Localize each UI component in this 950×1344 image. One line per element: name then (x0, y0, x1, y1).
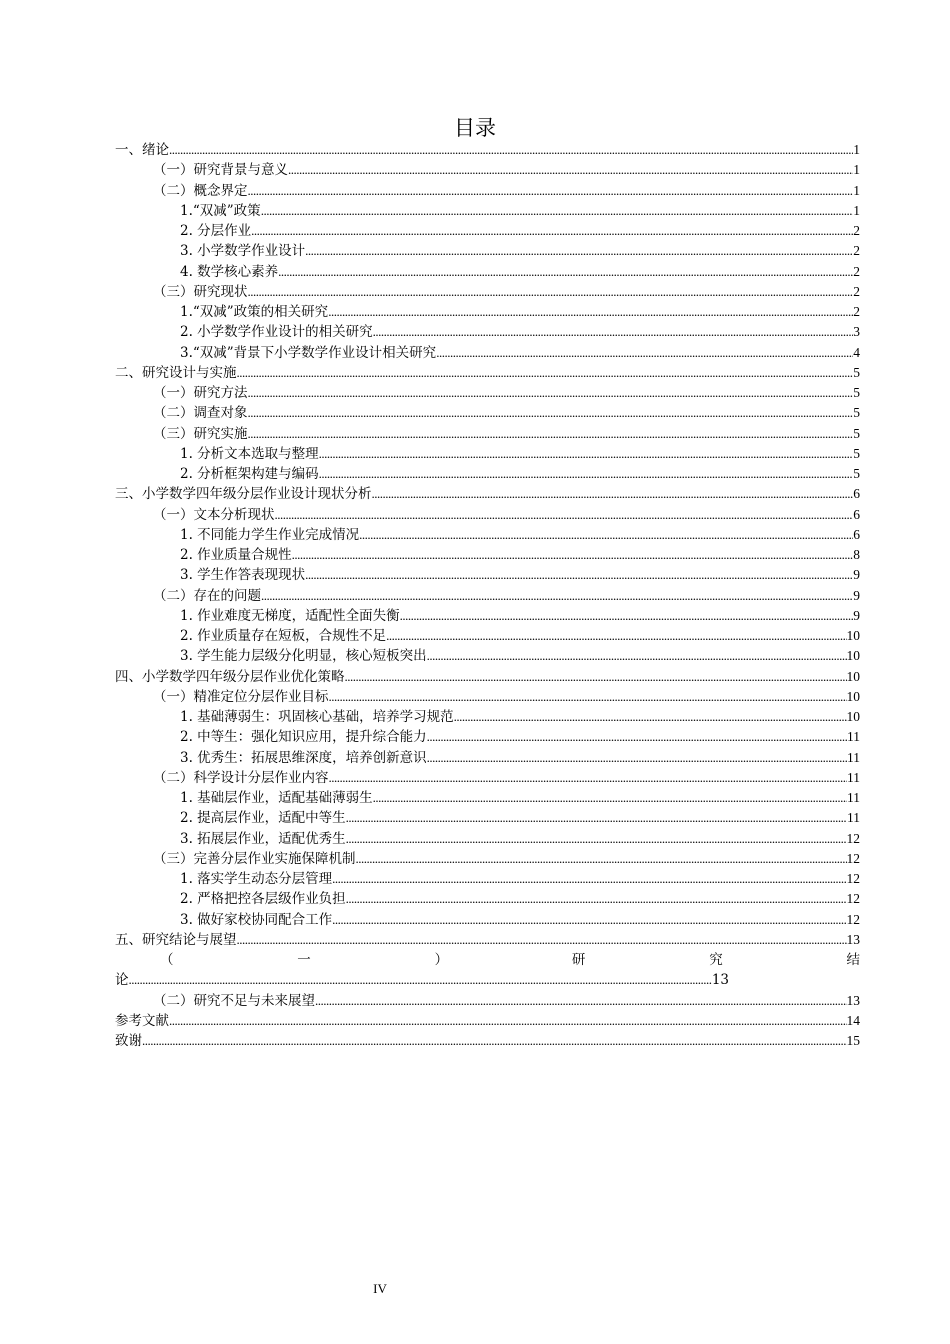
toc-entry-page: 5 (853, 405, 860, 421)
toc-entry-label: 参考文献 (115, 1012, 169, 1029)
toc-dot-leader (346, 889, 847, 909)
toc-split-char: 一 (297, 952, 311, 968)
toc-dot-leader (346, 829, 847, 849)
toc-entry-label: 1.“双减”政策 (180, 202, 261, 219)
toc-entry-label: 2. 分析框架构建与编码 (180, 466, 319, 482)
toc-dot-leader (328, 302, 853, 322)
toc-entry-page: 1 (853, 142, 860, 157)
toc-entry[interactable] (115, 910, 860, 930)
toc-entry[interactable] (115, 727, 860, 747)
toc-entry[interactable] (115, 626, 860, 646)
toc-entry-page: 10 (846, 648, 860, 664)
toc-entry-split-top[interactable] (115, 950, 860, 970)
toc-entry-label: 1. 不同能力学生作业完成情况 (180, 526, 360, 543)
toc-entry-label: 四、小学数学四年级分层作业优化策略 (115, 668, 345, 685)
toc-entry-page: 2 (853, 263, 860, 279)
toc-entry-page: 12 (846, 830, 860, 846)
toc-entry[interactable] (115, 444, 860, 464)
toc-entry[interactable] (115, 768, 860, 788)
toc-entry-label: （二）概念界定 (153, 182, 248, 199)
toc-entries-main (115, 140, 860, 950)
toc-entry-page: 9 (853, 567, 860, 583)
toc-entry-page: 11 (847, 749, 860, 765)
toc-dot-leader (359, 525, 853, 545)
toc-entry-label: （三）研究实施 (153, 425, 248, 442)
toc-entry-label: 3. 学生能力层级分化明显，核心短板突出 (180, 648, 427, 665)
toc-entry[interactable] (115, 667, 860, 687)
toc-dot-leader (248, 181, 854, 201)
toc-entry[interactable] (115, 788, 860, 808)
toc-entry-label: 3.“双减”背景下小学数学作业设计相关研究 (180, 344, 437, 361)
toc-entry[interactable] (115, 646, 860, 666)
toc-entry-page: 10 (846, 668, 860, 684)
toc-entry-page: 9 (853, 587, 860, 603)
toc-entry-label: 2. 作业质量存在短板，合规性不足 (180, 628, 387, 644)
toc-split-char: 结 (846, 952, 860, 968)
toc-entry[interactable] (115, 707, 860, 727)
toc-entry-page: 1 (853, 162, 860, 178)
toc-dot-leader (292, 545, 854, 565)
toc-entry-label: （二）科学设计分层作业内容 (153, 769, 329, 786)
toc-dot-leader (373, 788, 847, 808)
toc-entry[interactable] (115, 545, 860, 565)
toc-entry[interactable] (115, 424, 860, 444)
toc-entry-label: 2. 分层作业 (180, 223, 252, 239)
toc-entry-label: 二、研究设计与实施 (115, 364, 237, 381)
toc-entry-label: 2. 作业质量合规性 (180, 547, 292, 563)
toc-entry[interactable] (115, 383, 860, 403)
toc-entry-page: 5 (853, 466, 860, 481)
toc-entry-page: 15 (846, 1033, 860, 1048)
toc-dot-leader (169, 140, 853, 160)
toc-dot-leader (315, 991, 847, 1011)
toc-title: 目录 (454, 116, 496, 140)
toc-entry-label: 1. 基础层作业，适配基础薄弱生 (180, 790, 373, 806)
toc-dot-leader (237, 930, 847, 950)
toc-dot-leader (288, 160, 853, 180)
toc-dot-leader (356, 849, 847, 869)
toc-entry-split-bottom[interactable] (115, 970, 729, 990)
toc-split-char: 究 (709, 952, 723, 968)
toc-entry-label: 3. 学生作答表现现状 (180, 567, 306, 584)
toc-entry[interactable] (115, 484, 860, 504)
toc-entry-page: 8 (853, 547, 860, 562)
toc-dot-leader (278, 262, 853, 282)
toc-dot-leader (332, 910, 846, 930)
toc-entry[interactable] (115, 930, 860, 950)
toc-split-char: ） (434, 952, 449, 968)
toc-split-char: （ (160, 952, 174, 968)
toc-entry-page: 1 (853, 202, 860, 218)
toc-dot-leader (261, 201, 854, 221)
toc-dot-leader (261, 586, 853, 606)
toc-entry-label: 1. 落实学生动态分层管理 (180, 871, 333, 887)
toc-entry[interactable] (115, 1011, 860, 1031)
toc-entry[interactable] (115, 1031, 860, 1051)
toc-entry[interactable] (115, 829, 860, 849)
toc-entry[interactable] (115, 140, 860, 160)
toc-entry[interactable] (115, 343, 860, 363)
toc-entry-page: 2 (853, 304, 860, 319)
toc-dot-leader (305, 565, 853, 585)
toc-entry-label: 论 (115, 972, 129, 989)
toc-entry-label: 五、研究结论与展望 (115, 931, 237, 948)
toc-dot-leader (386, 626, 846, 646)
toc-entry[interactable] (115, 302, 860, 322)
toc-dot-leader (345, 667, 847, 687)
toc-entry-label: （一）精准定位分层作业目标 (153, 688, 329, 705)
toc-entry-label: 2. 中等生：强化知识应用，提升综合能力 (180, 729, 427, 746)
toc-dot-leader (332, 869, 846, 889)
toc-dot-leader (346, 808, 847, 828)
toc-entry[interactable] (115, 160, 860, 180)
toc-entry[interactable] (115, 241, 860, 261)
toc-dot-leader (305, 241, 853, 261)
toc-dot-leader (329, 768, 848, 788)
toc-entry-label: 1. 基础薄弱生：巩固核心基础，培养学习规范 (180, 709, 454, 725)
toc-entry-page: 5 (853, 445, 860, 461)
toc-entry-page: 13 (711, 972, 729, 989)
toc-entry-label: （一）文本分析现状 (153, 506, 275, 523)
toc-entry-label: 3. 拓展层作业，适配优秀生 (180, 830, 346, 847)
toc-entry[interactable] (115, 606, 860, 626)
toc-dot-leader (248, 424, 854, 444)
toc-entry-label: （一）研究背景与意义 (153, 162, 288, 179)
toc-entry-label: 3. 优秀生：拓展思维深度，培养创新意识 (180, 749, 427, 766)
toc-entry-page: 11 (847, 810, 860, 826)
toc-dot-leader (372, 484, 854, 504)
toc-entry-label: 2. 小学数学作业设计的相关研究 (180, 324, 373, 341)
toc-dot-leader (248, 403, 854, 423)
toc-entry-label: （二）调查对象 (153, 405, 248, 422)
toc-entry-page: 6 (853, 486, 860, 502)
toc-dot-leader (436, 343, 853, 363)
toc-entries-tail (115, 991, 860, 1052)
toc-entry-page: 9 (853, 607, 860, 623)
toc-entry[interactable] (115, 221, 860, 241)
toc-dot-leader (427, 748, 847, 768)
toc-entry[interactable] (115, 889, 860, 909)
toc-entry-page: 14 (846, 1012, 860, 1028)
toc-dot-leader (248, 383, 854, 403)
toc-entry[interactable] (115, 282, 860, 302)
toc-entry-label: 1. 分析文本选取与整理 (180, 445, 319, 462)
toc-entry-label: 4. 数学核心素养 (180, 263, 279, 280)
toc-entry[interactable] (115, 403, 860, 423)
toc-entry[interactable] (115, 991, 860, 1011)
toc-entry-label: 1. 作业难度无梯度，适配性全面失衡 (180, 607, 400, 624)
toc-entry-page: 13 (846, 992, 860, 1008)
toc-entry-label: 3. 小学数学作业设计 (180, 243, 306, 260)
toc-dot-leader (142, 1031, 847, 1051)
toc-entry-label: 一、绪论 (115, 142, 169, 158)
toc-dot-leader (373, 322, 854, 342)
toc-entry-page: 12 (846, 871, 860, 886)
toc-entry-label: 2. 提高层作业，适配中等生 (180, 810, 346, 827)
toc-entry-page: 13 (846, 931, 860, 947)
toc-entry-page: 11 (847, 769, 860, 785)
toc-dot-leader (169, 1011, 847, 1031)
toc-entry-label: （一）研究方法 (153, 385, 248, 401)
toc-entry[interactable] (115, 565, 860, 585)
toc-entry-label: （二）存在的问题 (153, 587, 261, 604)
table-of-contents (115, 140, 860, 1051)
toc-entry-label: 3. 做好家校协同配合工作 (180, 911, 333, 928)
toc-dot-leader (129, 970, 712, 990)
toc-dot-leader (454, 707, 847, 727)
toc-entry-page: 12 (846, 891, 860, 907)
toc-entry[interactable] (115, 849, 860, 869)
toc-split-char: 研 (571, 952, 586, 968)
toc-entry-page: 11 (847, 790, 860, 805)
toc-entry-label: （三）研究现状 (153, 283, 248, 300)
toc-entry[interactable] (115, 322, 860, 342)
toc-entry[interactable] (115, 464, 860, 484)
toc-entry-label: 1.“双减”政策的相关研究 (180, 304, 329, 320)
toc-entry-page: 12 (846, 911, 860, 927)
toc-dot-leader (329, 687, 847, 707)
toc-entry-page: 4 (853, 344, 860, 360)
toc-dot-leader (251, 221, 853, 241)
toc-entry[interactable] (115, 181, 860, 201)
toc-entry-page: 10 (846, 709, 860, 724)
toc-entry-label: 三、小学数学四年级分层作业设计现状分析 (115, 486, 372, 503)
toc-dot-leader (427, 646, 847, 666)
toc-dot-leader (248, 282, 854, 302)
toc-entry-page: 2 (853, 223, 860, 238)
toc-entry-page: 6 (853, 526, 860, 542)
toc-entry[interactable] (115, 687, 860, 707)
toc-entry-label: 致谢 (115, 1033, 142, 1049)
toc-entry-page: 5 (853, 425, 860, 441)
toc-entry[interactable] (115, 201, 860, 221)
toc-dot-leader (319, 444, 854, 464)
toc-dot-leader (237, 363, 854, 383)
toc-dot-leader (319, 464, 854, 484)
toc-entry-page: 5 (853, 385, 860, 400)
toc-entry[interactable] (115, 505, 860, 525)
toc-entry-label: （三）完善分层作业实施保障机制 (153, 850, 356, 867)
toc-entry[interactable] (115, 262, 860, 282)
toc-entry-page: 5 (853, 364, 860, 380)
page-number-footer: IV (373, 1281, 387, 1296)
toc-dot-leader (427, 727, 847, 747)
toc-entry-page: 11 (847, 729, 860, 745)
toc-entry-page: 6 (853, 506, 860, 522)
toc-entry-page: 2 (853, 243, 860, 259)
toc-dot-leader (275, 505, 854, 525)
toc-entry-page: 10 (846, 688, 860, 704)
toc-entry[interactable] (115, 525, 860, 545)
toc-entry-page: 3 (853, 324, 860, 340)
toc-entry-label: （二）研究不足与未来展望 (153, 992, 315, 1009)
toc-entry-label: 2. 严格把控各层级作业负担 (180, 891, 346, 908)
toc-entry-page: 2 (853, 283, 860, 299)
toc-entry[interactable] (115, 869, 860, 889)
toc-entry-page: 12 (846, 850, 860, 866)
toc-entry[interactable] (115, 586, 860, 606)
toc-entry[interactable] (115, 748, 860, 768)
toc-dot-leader (400, 606, 854, 626)
toc-entry[interactable] (115, 363, 860, 383)
toc-entry-page: 10 (846, 628, 860, 643)
toc-entry[interactable] (115, 808, 860, 828)
toc-entry-page: 1 (853, 182, 860, 198)
